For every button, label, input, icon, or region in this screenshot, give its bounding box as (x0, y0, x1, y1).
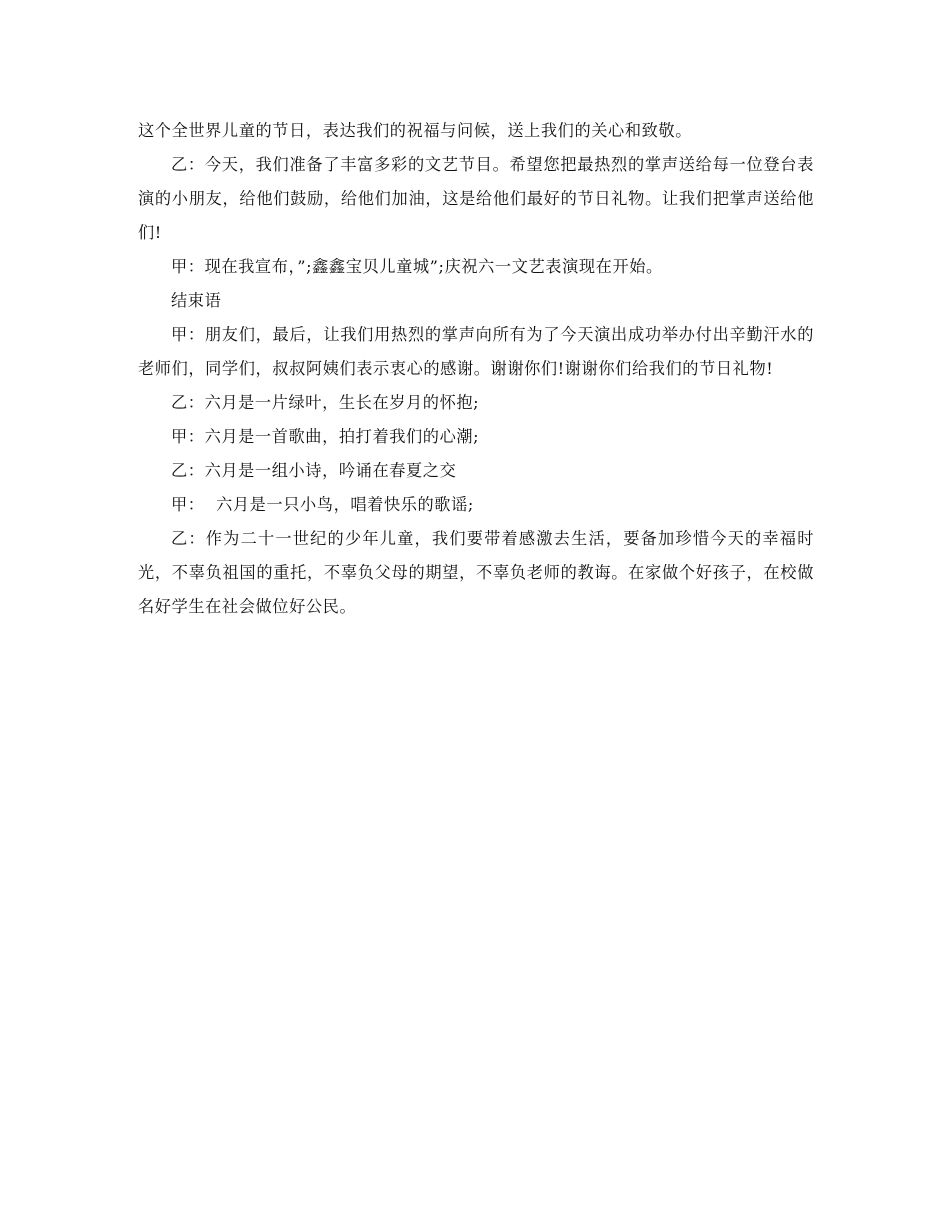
paragraph-2: 乙：今天，我们准备了丰富多彩的文艺节目。希望您把最热烈的掌声送给每一位登台表演的小朋友，给他们鼓励，给他们加油，这是给他们最好的节日礼物。让我们把掌声送给他们! (138, 155, 814, 242)
paragraph-3: 甲：现在我宣布，”;鑫鑫宝贝儿童城”;庆祝六一文艺表演现在开始。 (171, 257, 663, 276)
paragraph-9: 甲： 六月是一只小鸟，唱着快乐的歌谣; (171, 495, 474, 514)
paragraph-1: 这个全世界儿童的节日，表达我们的祝福与问候，送上我们的关心和致敬。 (138, 121, 692, 140)
paragraph-6: 乙：六月是一片绿叶，生长在岁月的怀抱; (171, 393, 480, 412)
paragraph-10: 乙：作为二十一世纪的少年儿童，我们要带着感激去生活，要备加珍惜今天的幸福时光，不辜负祖国的重托，不辜负父母的期望，不辜负老师的教诲。在家做个好孩子，在校做名好学生在社会做位好公民。 (138, 529, 814, 616)
section-heading-closing: 结束语 (171, 291, 222, 310)
paragraph-5: 甲：朋友们，最后，让我们用热烈的掌声向所有为了今天演出成功举办付出辛勤汗水的老师们，同学们，叔叔阿姨们表示衷心的感谢。谢谢你们!谢谢你们给我们的节日礼物! (138, 325, 814, 378)
document-body (138, 114, 814, 624)
paragraph-8: 乙：六月是一组小诗，吟诵在春夏之交 (171, 461, 457, 480)
paragraph-7: 甲：六月是一首歌曲，拍打着我们的心潮; (171, 427, 480, 446)
